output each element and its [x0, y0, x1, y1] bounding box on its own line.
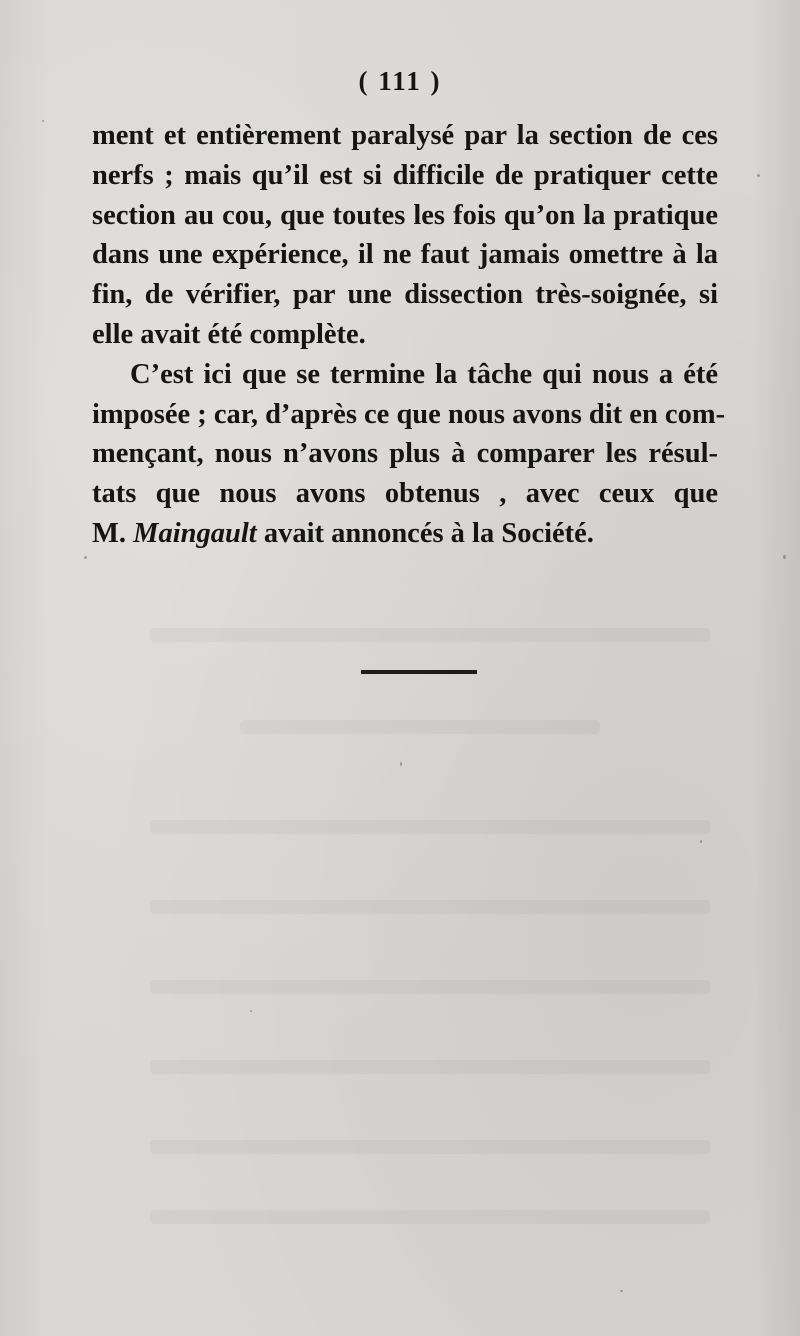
paper-speck [783, 555, 786, 559]
text-line: ment et entièrement paralysé par la section de ces [92, 120, 718, 151]
page-number: ( 111 ) [358, 66, 442, 96]
show-through-bleed [150, 900, 710, 914]
text-line: elle avait été complète. [92, 318, 366, 350]
text-line: dans une expérience, il ne faut jamais omettre à la [92, 239, 718, 271]
paper-speck [84, 556, 87, 559]
text-line: nerfs ; mais qu’il est si difficile de pratiquer cette [92, 159, 718, 191]
person-name: Maingault [133, 517, 257, 549]
show-through-bleed [150, 1210, 710, 1224]
text-line: fin, de vérifier, par une dissection très-soignée, si [92, 279, 718, 311]
show-through-bleed [150, 1060, 710, 1074]
text-line: imposée ; car, d’après ce que nous avons dit en com- [92, 398, 726, 430]
title-abbrev: M. [92, 517, 127, 549]
section-rule [361, 670, 477, 674]
show-through-bleed [150, 1140, 710, 1154]
paper-speck [250, 1010, 252, 1012]
show-through-bleed [240, 720, 600, 734]
text-line-final [92, 514, 718, 554]
text-line: tats que nous avons obtenus , avec ceux que [92, 478, 718, 510]
show-through-bleed [150, 628, 710, 642]
paper-speck [700, 840, 702, 843]
paper-speck [400, 762, 402, 766]
text-line: section au cou, que toutes les fois qu’on la pratique [92, 199, 718, 231]
text-line: mençant, nous n’avons plus à comparer les résul- [92, 438, 718, 470]
paper-speck [620, 1290, 623, 1292]
paper-speck [42, 120, 44, 122]
show-through-bleed [150, 820, 710, 834]
show-through-bleed [150, 980, 710, 994]
paper-speck [757, 174, 760, 177]
text-fragment: avait annoncés à la Société. [263, 517, 594, 549]
text-line: C’est ici que se termine la tâche qui nous a été [130, 358, 718, 390]
body-text [92, 116, 726, 554]
